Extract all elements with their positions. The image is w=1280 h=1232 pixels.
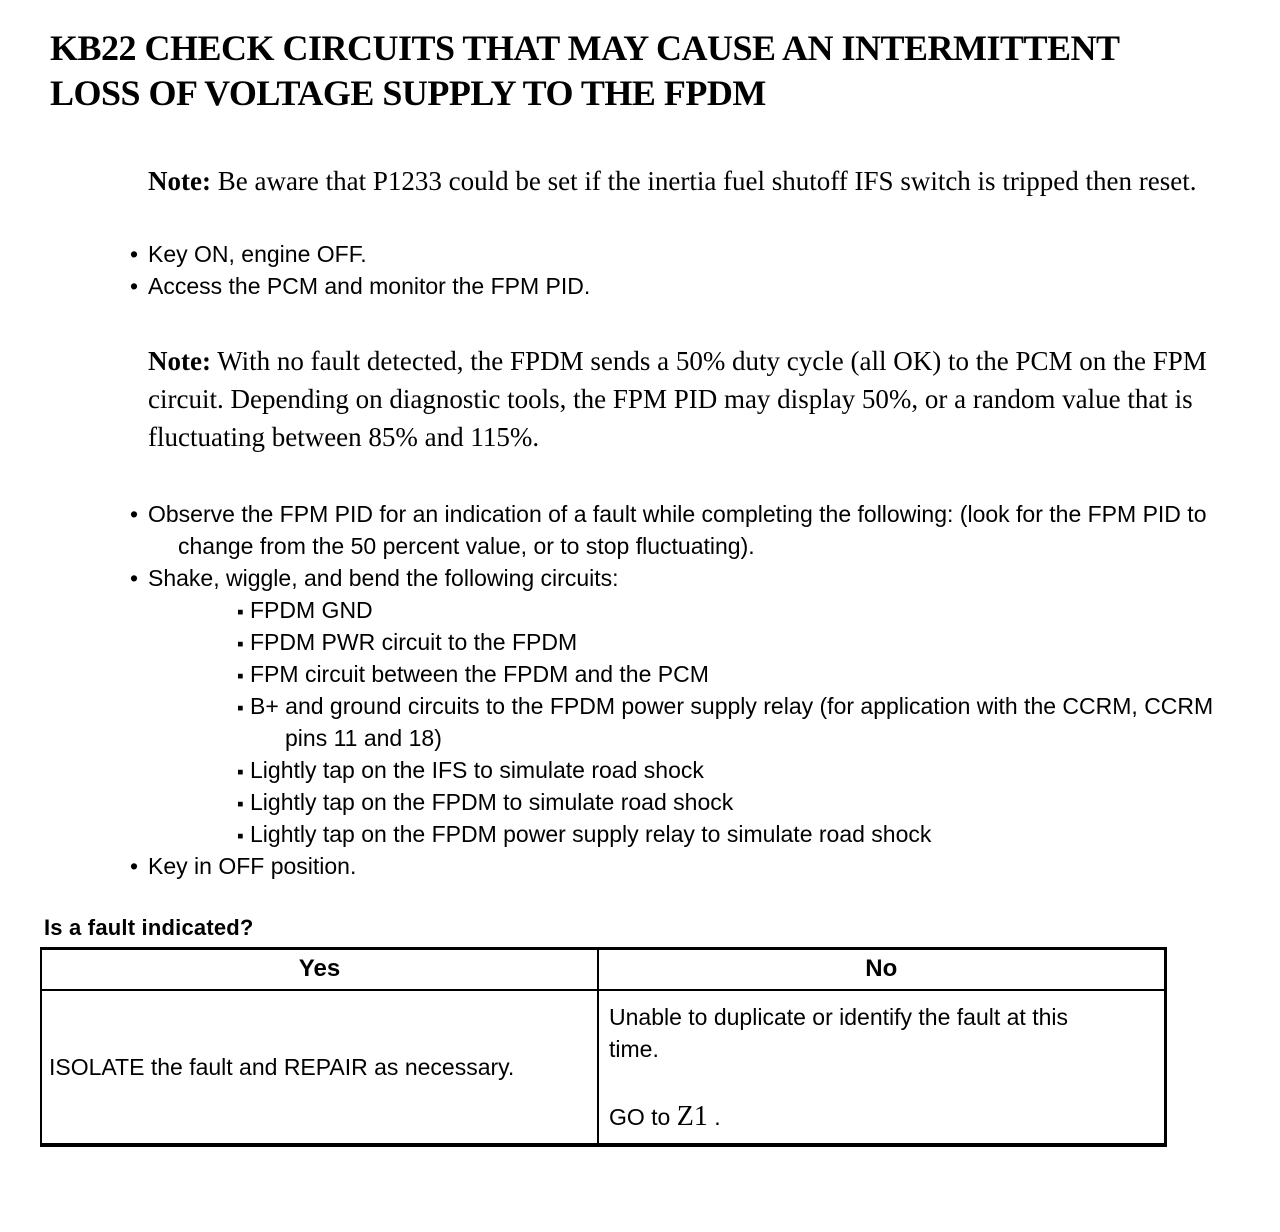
sub-list-item (237, 754, 1222, 786)
step-text: Observe the FPM PID for an indication of a fault while completing the following: (look for the FPM PID to change from the 50 percent value, or to stop fluctuating). (148, 501, 1207, 559)
go-to-prefix: GO to (609, 1103, 671, 1130)
square-bullet-icon (237, 786, 244, 821)
table-body-row (41, 990, 1165, 1145)
sub-step-text: FPDM PWR circuit to the FPDM (250, 629, 578, 655)
square-bullet-icon (237, 594, 244, 629)
bullet-icon (130, 850, 138, 882)
decision-question: Is a fault indicated? (44, 915, 254, 940)
square-bullet-icon (237, 754, 244, 789)
no-action-text: Unable to duplicate or identify the fault at this time. (609, 1003, 1069, 1062)
page-title-line1: KB22 CHECK CIRCUITS THAT MAY CAUSE AN INTERMITTENT (50, 28, 1120, 68)
bullet-icon (130, 498, 138, 530)
note-label: Note: (148, 166, 211, 196)
sub-step-text: FPDM GND (250, 597, 373, 623)
step-text: Access the PCM and monitor the FPM PID. (148, 273, 591, 299)
square-bullet-icon (237, 690, 244, 725)
go-to-line (609, 1101, 1156, 1133)
go-to-z1-link[interactable]: Z1 (676, 1100, 708, 1132)
decision-table (40, 947, 1167, 1147)
sub-list-item (237, 690, 1222, 754)
list-item (130, 270, 1235, 302)
table-header-row (41, 949, 1165, 990)
note-duty-cycle (148, 342, 1220, 456)
bullet-icon (130, 270, 138, 302)
sub-step-text: Lightly tap on the FPDM to simulate road shock (250, 789, 734, 815)
sub-step-text: FPM circuit between the FPDM and the PCM (250, 661, 709, 687)
square-bullet-icon (237, 658, 244, 693)
bullet-icon (130, 562, 138, 594)
list-item (130, 562, 1235, 594)
square-bullet-icon (237, 818, 244, 853)
go-to-suffix: . (714, 1103, 721, 1130)
step-text: Key in OFF position. (148, 853, 357, 879)
step-text: Key ON, engine OFF. (148, 241, 367, 267)
yes-action-text: ISOLATE the fault and REPAIR as necessary. (49, 1053, 515, 1080)
note-text: With no fault detected, the FPDM sends a 50% duty cycle (all OK) to the PCM on the FPM circuit. Depending on diagnostic tools, the FPM PID may display 50%, or a random value that is fluctuating between 85% and 115%. (148, 346, 1207, 452)
square-bullet-icon (237, 626, 244, 661)
sub-list-item (237, 626, 1222, 658)
list-item (130, 238, 1235, 270)
sub-list-item (237, 594, 1222, 626)
sub-step-text: Lightly tap on the FPDM power supply relay to simulate road shock (250, 821, 932, 847)
page-title (50, 0, 1280, 116)
sub-list-item (237, 658, 1222, 690)
note-text: Be aware that P1233 could be set if the inertia fuel shutoff IFS switch is tripped then reset. (217, 166, 1197, 196)
bullet-icon (130, 238, 138, 270)
page-title-line2: LOSS OF VOLTAGE SUPPLY TO THE FPDM (50, 73, 766, 113)
sub-list-item (237, 818, 1222, 850)
list-item (130, 498, 1235, 562)
no-action-cell (598, 990, 1165, 1145)
sub-step-text: Lightly tap on the IFS to simulate road shock (250, 757, 704, 783)
list-item (130, 850, 1235, 882)
sub-step-text: B+ and ground circuits to the FPDM power supply relay (for application with the CCRM, CCRM pins 11 and 18) (250, 693, 1214, 751)
note-inertia-switch (148, 162, 1220, 200)
no-column-header: No (598, 949, 1165, 990)
procedure-steps-top (0, 238, 1280, 302)
procedure-steps-bottom (0, 498, 1280, 882)
yes-action-cell (41, 990, 598, 1145)
yes-column-header: Yes (41, 949, 598, 990)
sub-list-item (237, 786, 1222, 818)
step-text: Shake, wiggle, and bend the following circuits: (148, 565, 619, 591)
note-label: Note: (148, 346, 211, 376)
